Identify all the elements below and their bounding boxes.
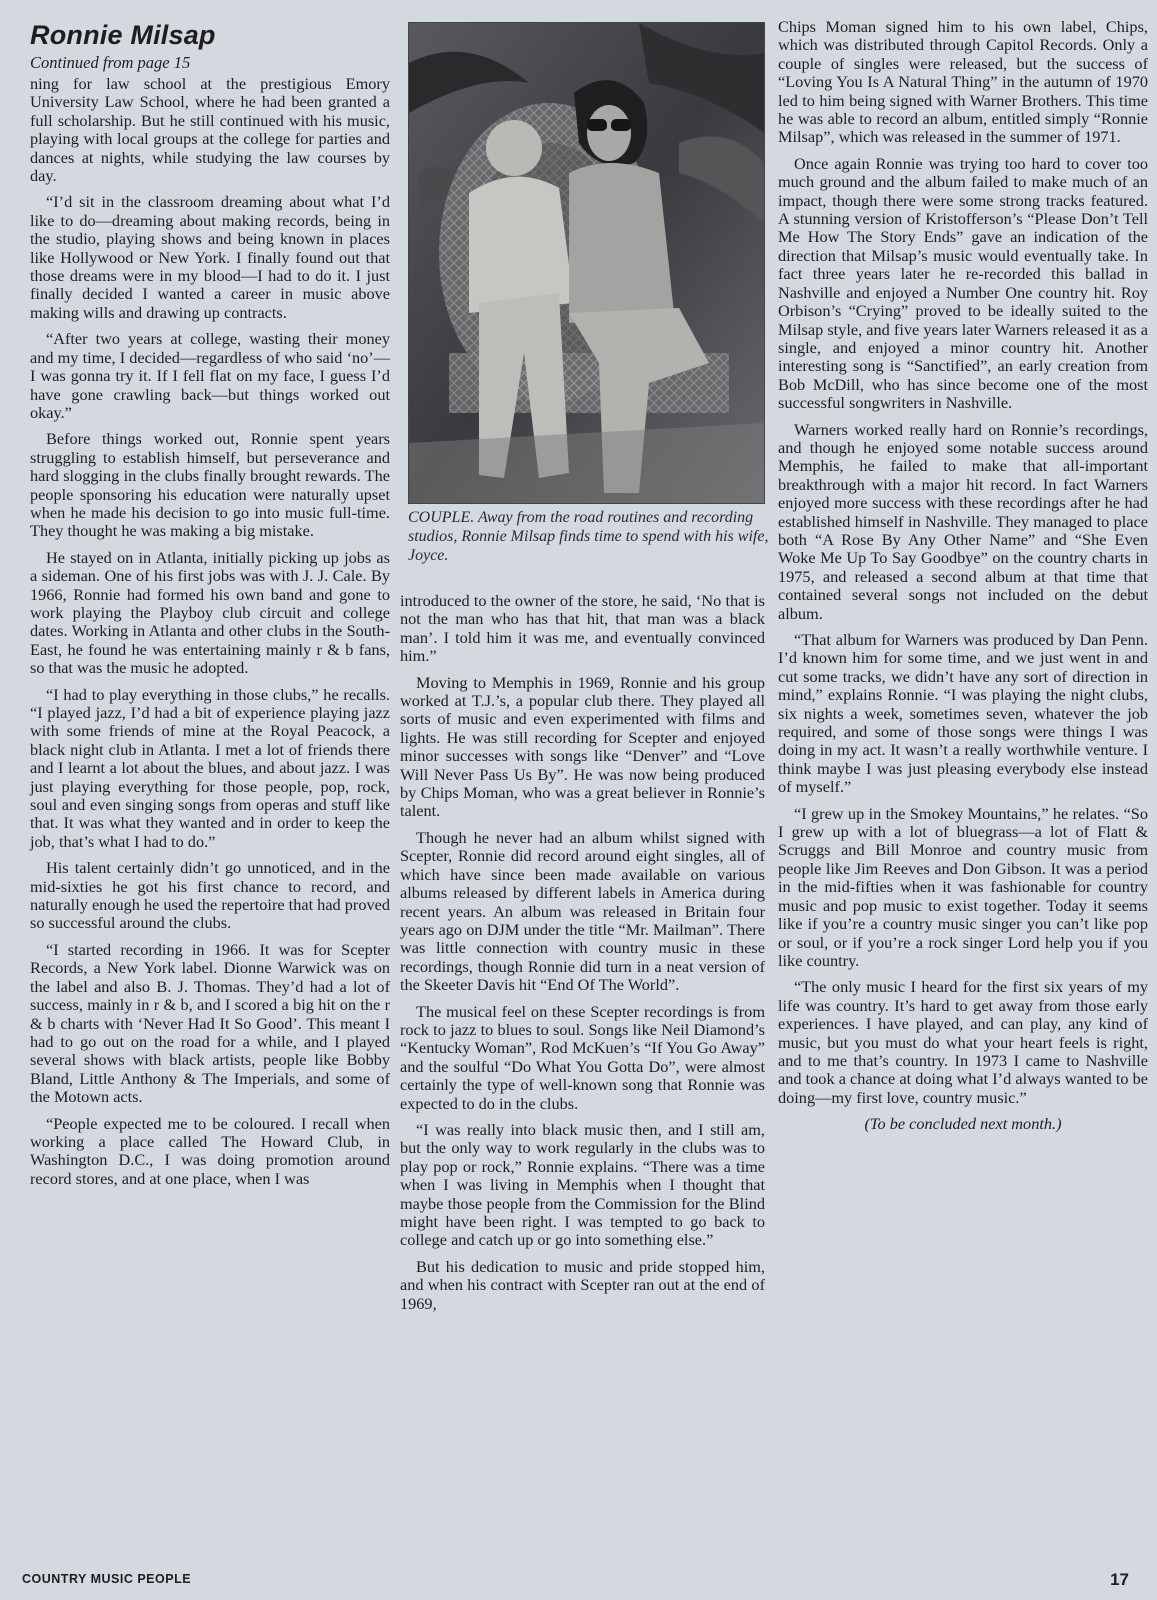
page-number: 17 [1110,1570,1129,1589]
paragraph: “I grew up in the Smokey Mountains,” he relates. “So I grew up with a lot of bluegrass—a lot of Flatt & Scruggs and Bill Monroe and country music from people like Jim Reeves and Don Gibson. It was a period in the mid-fifties when it was fashionable for country music and pop music to exist together. Today it seems like if you’re a country music singer you can’t like pop or soul, or if you’re a rock singer Lord help you if you like country. [778,803,1148,970]
paragraph: Chips Moman signed him to his own label, Chips, which was distributed through Capitol Records. Only a couple of singles were released, but the success of “Loving You Is A Natural Thing” in the autumn of 1970 led to him being signed with Warner Brothers. This time he was able to record an album, entitled simply “Ronnie Milsap”, which was released in the summer of 1971. [778,17,1148,147]
paragraph: Warners worked really hard on Ronnie’s recordings, and though he enjoyed some notable success around Memphis, he failed to make that all-important breakthrough with a major hit record. In fact Warners enjoyed more success with these recordings after he had established himself in Nashville. They managed to place both “A Rose By Any Other Name” and “She Even Woke Me Up To Say Goodbye” on the country charts in 1975, and released a second album at that time that contained several songs not included on the debut album. [778,419,1148,623]
paragraph: “After two years at college, wasting their money and my time, I decided—regardless of who said ‘no’—I was gonna try it. If I fell flat on my face, I guess I’d have gone crawling back—but things worked out okay.” [30,329,390,422]
paragraph: Though he never had an album whilst signed with Scepter, Ronnie did record around eight singles, all of which have since been made available on various albums released by different labels in America during recent years. An album was released in Britain four years ago on DJM under the title “Mr. Mailman”. There was little connection with country music in these recordings, though Ronnie did turn in a neat version of the Skeeter Davis hit “End Of The World”. [400,827,765,995]
end-note: (To be concluded next month.) [864,1114,1062,1134]
paragraph: The musical feel on these Scepter recordings is from rock to jazz to blues to soul. Songs like Neil Diamond’s “Kentucky Woman”, Rod McKuen’s “If You Go Away” and the soulful “Do What You Gotta Do”, were almost certainly the type of well-known song that Ronnie was expected to do in the clubs. [400,1001,765,1113]
photo-illustration [409,23,764,503]
paragraph: Moving to Memphis in 1969, Ronnie and his group worked at T.J.’s, a popular club there. They played all sorts of music and even experimented with films and lights. He was still recording for Scepter and enjoyed minor successes with songs like “Denver” and “Love Will Never Pass Us By”. He was now being produced by Chips Moman, who was a great believer in Ronnie’s talent. [400,672,765,821]
column-2 [400,592,765,1321]
column-1 [30,18,390,1196]
couple-photo [408,22,765,504]
paragraph: “I was really into black music then, and I still am, but the only way to work regularly in the clubs was to play pop or rock,” Ronnie explains. “There was a time when I was living in Memphis when I thought that maybe those people from the Commission for the Blind might have been right. I was tempted to go back to college and catch up or go into something else.” [400,1119,765,1250]
column-3 [778,18,1148,1142]
paragraph: “That album for Warners was produced by Dan Penn. I’d known him for some time, and we just went in and cut some tracks, we didn’t have any sort of direction in mind,” explains Ronnie. “I was playing the night clubs, six nights a week, sometimes seven, whatever the job required, and some of those songs were things I was doing in my act. It wasn’t a really worthwhile venture. I think maybe I was just pleasing everybody else instead of myself.” [778,630,1148,797]
paragraph: “People expected me to be coloured. I recall when working a place called The Howard Club, in Washington D.C., I was doing promotion around record stores, and at one place, when I was [30,1113,390,1188]
magazine-name: COUNTRY MUSIC PEOPLE [22,1572,192,1586]
paragraph: “I had to play everything in those clubs,” he recalls. “I played jazz, I’d had a bit of experience playing jazz with some friends of mine at the Royal Peacock, a black night club in Atlanta. I met a lot of friends there and I learnt a lot about the blues, and about jazz. I was just playing everything for those people, pop, rock, soul and even singing songs from operas and stuff like that. It was what they wanted and in order to keep the job, that’s what I had to do.” [30,684,390,851]
paragraph: “The only music I heard for the first six years of my life was country. It’s hard to get away from those early experiences. I have played, and can play, any kind of music, but you must do what your heart feels is right, and to me that’s country. In 1973 I came to Nashville and took a chance at doing what I’d always wanted to be doing—my first love, country music.” [778,977,1148,1107]
paragraph: Before things worked out, Ronnie spent years struggling to establish himself, but perseverance and hard slogging in the clubs finally brought rewards. The people sponsoring his education were naturally upset when he made his decision to go into music full-time. They thought he was making a big mistake. [30,429,390,541]
paragraph: But his dedication to music and pride stopped him, and when his contract with Scepter ran out at the end of 1969, [400,1256,765,1313]
paragraph: Once again Ronnie was trying too hard to cover too much ground and the album failed to make much of an impact, though there were some strong tracks featured. A stunning version of Kristofferson’s “Please Don’t Tell Me How The Story Ends” gave an indication of the direction that Milsap’s music would eventually take. In fact three years later he re-recorded this ballad in Nashville and enjoyed a Number One country hit. Roy Orbison’s “Crying” proved to be ideally suited to the Milsap style, and five years later Warners released it as a single, and enjoyed a minor country hit. Another interesting song is “Sanctified”, an early creation from Bob McDill, who has since become one of the most successful songwriters in Nashville. [778,153,1148,413]
article-title: Ronnie Milsap [30,20,216,50]
photo-caption: COUPLE. Away from the road routines and recording studios, Ronnie Milsap finds time to spend with his wife, Joyce. [408,509,769,564]
paragraph: ning for law school at the prestigious Emory University Law School, where he had been granted a full scholarship. But he still continued with his music, playing with local groups at the college for parties and dances at nights, while studying the law courses by day. [30,74,390,186]
paragraph: “I started recording in 1966. It was for Scepter Records, a New York label. Dionne Warwick was on the label and also B. J. Thomas. They’d had a lot of success, mainly in r & b, and I scored a big hit on the r & b charts with ‘Never Had It So Good’. This meant I had to go out on the road for a while, and I played several shows with black artists, people like Bobby Bland, Little Anthony & The Imperials, and some of the Motown acts. [30,939,390,1107]
continued-note: Continued from page 15 [30,53,191,72]
paragraph: introduced to the owner of the store, he said, ‘No that is not the man who has that hit, that man was a black man’. I told him it was me, and eventually convinced him.” [400,591,765,666]
paragraph: “I’d sit in the classroom dreaming about what I’d like to do—dreaming about making records, being in the studio, playing shows and being known in places like Hollywood or New York. I finally found out that those dreams were in my blood—I had to do it. I just finally decided I wanted a career in music above making wills and drawing up contracts. [30,192,390,322]
paragraph: He stayed on in Atlanta, initially picking up jobs as a sideman. One of his first jobs was with J. J. Cale. By 1966, Ronnie had formed his own band and gone to work playing the Playboy club circuit and college dates. Working in Atlanta and other clubs in the South-East, he found he was entertaining mainly r & b fans, so that was the music he adopted. [30,547,390,678]
paragraph: His talent certainly didn’t go unnoticed, and in the mid-sixties he got his first chance to record, and naturally enough he used the repertoire that had proved so successful around the clubs. [30,858,390,933]
